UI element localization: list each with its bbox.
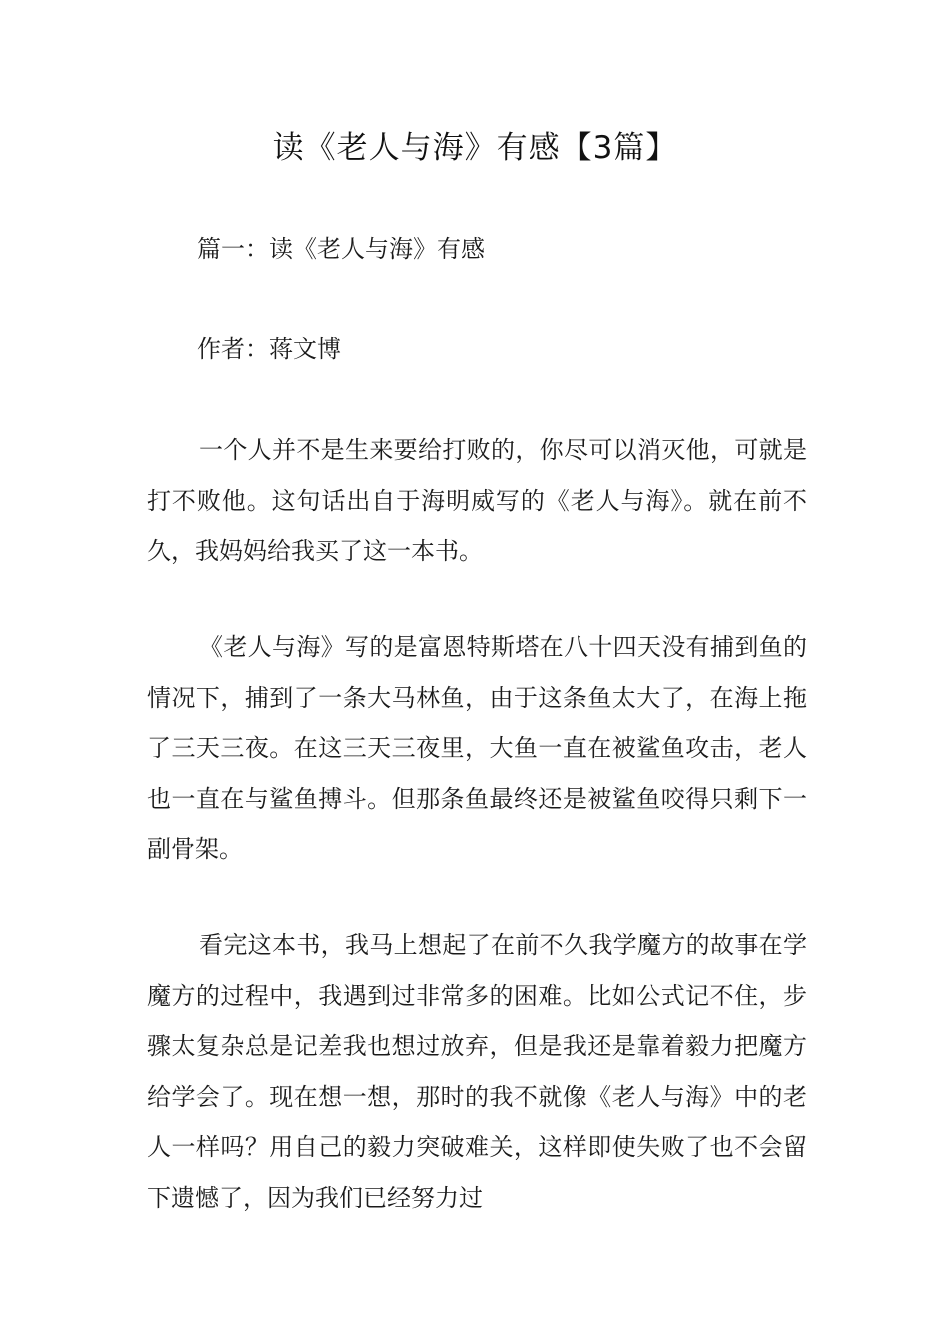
section-heading: 篇一：读《老人与海》有感 [197,235,485,263]
author-line: 作者：蒋文博 [197,335,341,363]
body-paragraph-1: 一个人并不是生来要给打败的，你尽可以消灭他，可就是打不败他。这句话出自于海明威写的《老人与海》。就在前不久，我妈妈给我买了这一本书。 [147,436,807,565]
document-title: 读《老人与海》有感【3篇】 [272,130,678,166]
body-paragraph-2: 《老人与海》写的是富恩特斯塔在八十四天没有捕到鱼的情况下，捕到了一条大马林鱼，由于这条鱼太大了，在海上拖了三天三夜。在这三天三夜里，大鱼一直在被鲨鱼攻击，老人也一直在与鲨鱼搏斗。但那条鱼最终还是被鲨鱼咬得只剩下一副骨架。 [147,633,807,863]
body-paragraph-3: 看完这本书，我马上想起了在前不久我学魔方的故事在学魔方的过程中，我遇到过非常多的困难。比如公式记不住，步骤太复杂总是记差我也想过放弃，但是我还是靠着毅力把魔方给学会了。现在想一想，那时的我不就像《老人与海》中的老人一样吗？用自己的毅力突破难关，这样即使失败了也不会留下遗憾了，因为我们已经努力过 [147,931,807,1212]
